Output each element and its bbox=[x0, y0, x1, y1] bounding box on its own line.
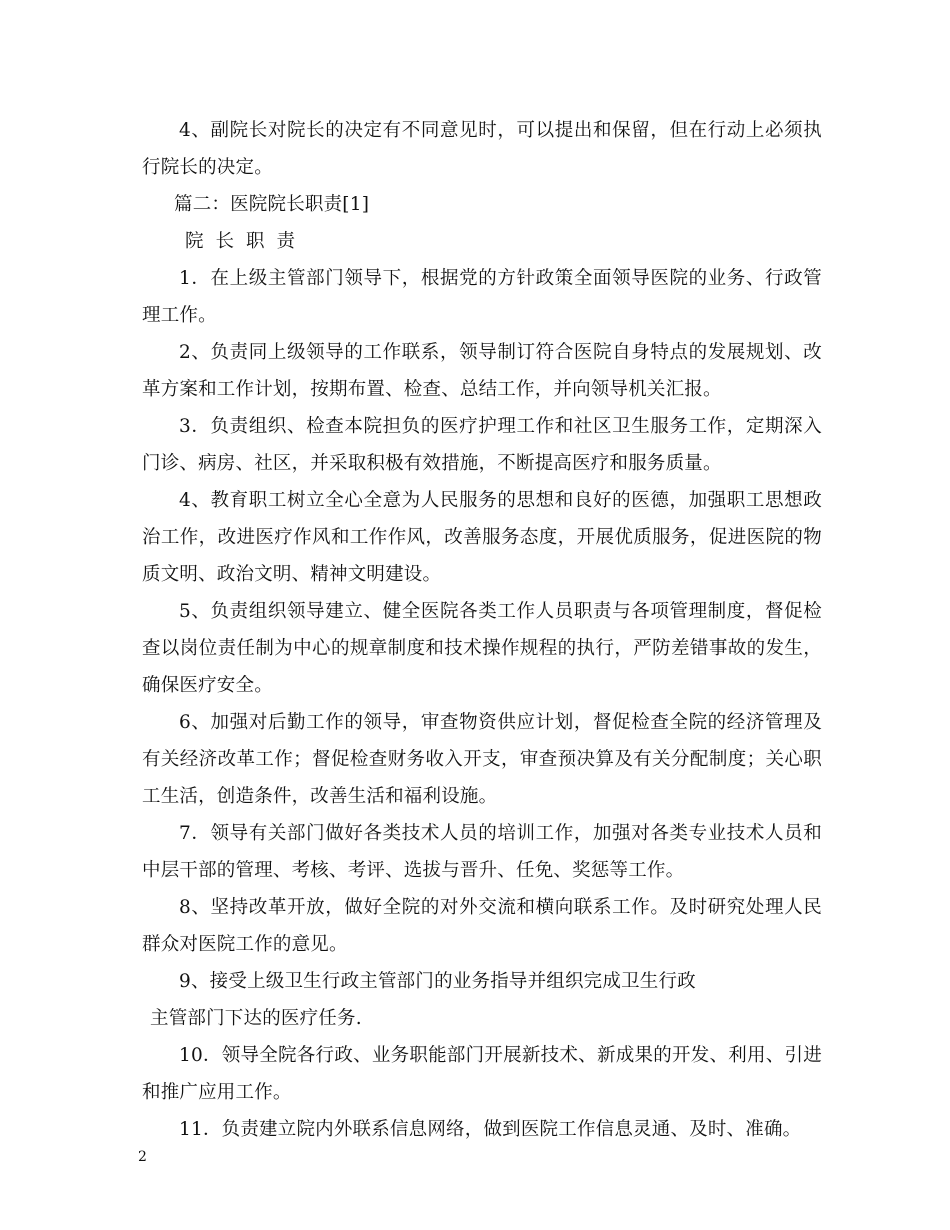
section-title: 院长职责 bbox=[185, 231, 308, 252]
duty-item-4: 4、教育职工树立全心全意为人民服务的思想和良好的医德，加强职工思想政治工作，改进医疗作风和工作作风，改善服务态度，开展优质服务，促进医院的物质文明、政治文明、精神文明建设。 bbox=[142, 490, 822, 585]
duty-item-2: 2、负责同上级领导的工作联系，领导制订符合医院自身特点的发展规划、改革方案和工作计划，按期布置、检查、总结工作，并向领导机关汇报。 bbox=[142, 342, 822, 400]
duty-item-7: 7．领导有关部门做好各类技术人员的培训工作，加强对各类专业技术人员和中层干部的管理、考核、考评、选拔与晋升、任免、奖惩等工作。 bbox=[142, 823, 822, 881]
duty-item-9: 9、接受上级卫生行政主管部门的业务指导并组织完成卫生行政 bbox=[179, 971, 696, 992]
paragraph-vice-president-decision: 4、副院长对院长的决定有不同意见时，可以提出和保留，但在行动上必须执行院长的决定。 bbox=[142, 120, 822, 178]
section-heading: 篇二：医院院长职责[1] bbox=[174, 194, 370, 215]
duty-item-6: 6、加强对后勤工作的领导，审查物资供应计划，督促检查全院的经济管理及有关经济改革工作；督促检查财务收入开支，审查预决算及有关分配制度；关心职工生活，创造条件，改善生活和福利设施。 bbox=[142, 712, 822, 807]
duty-item-9-continued: 主管部门下达的医疗任务. bbox=[150, 1008, 362, 1029]
page-number: 2 bbox=[138, 1149, 147, 1165]
duty-item-3: 3．负责组织、检查本院担负的医疗护理工作和社区卫生服务工作，定期深入门诊、病房、社区，并采取积极有效措施，不断提高医疗和服务质量。 bbox=[142, 416, 822, 474]
duty-item-8: 8、坚持改革开放，做好全院的对外交流和横向联系工作。及时研究处理人民群众对医院工作的意见。 bbox=[142, 897, 822, 955]
duty-item-10: 10．领导全院各行政、业务职能部门开展新技术、新成果的开发、利用、引进和推广应用工作。 bbox=[142, 1045, 822, 1103]
duty-item-1: 1．在上级主管部门领导下，根据党的方针政策全面领导医院的业务、行政管理工作。 bbox=[142, 268, 822, 326]
duty-item-5: 5、负责组织领导建立、健全医院各类工作人员职责与各项管理制度，督促检查以岗位责任制为中心的规章制度和技术操作规程的执行，严防差错事故的发生，确保医疗安全。 bbox=[142, 601, 822, 696]
duty-item-11: 11．负责建立院内外联系信息网络，做到医院工作信息灵通、及时、准确。 bbox=[179, 1119, 802, 1140]
document-body bbox=[142, 112, 822, 1148]
